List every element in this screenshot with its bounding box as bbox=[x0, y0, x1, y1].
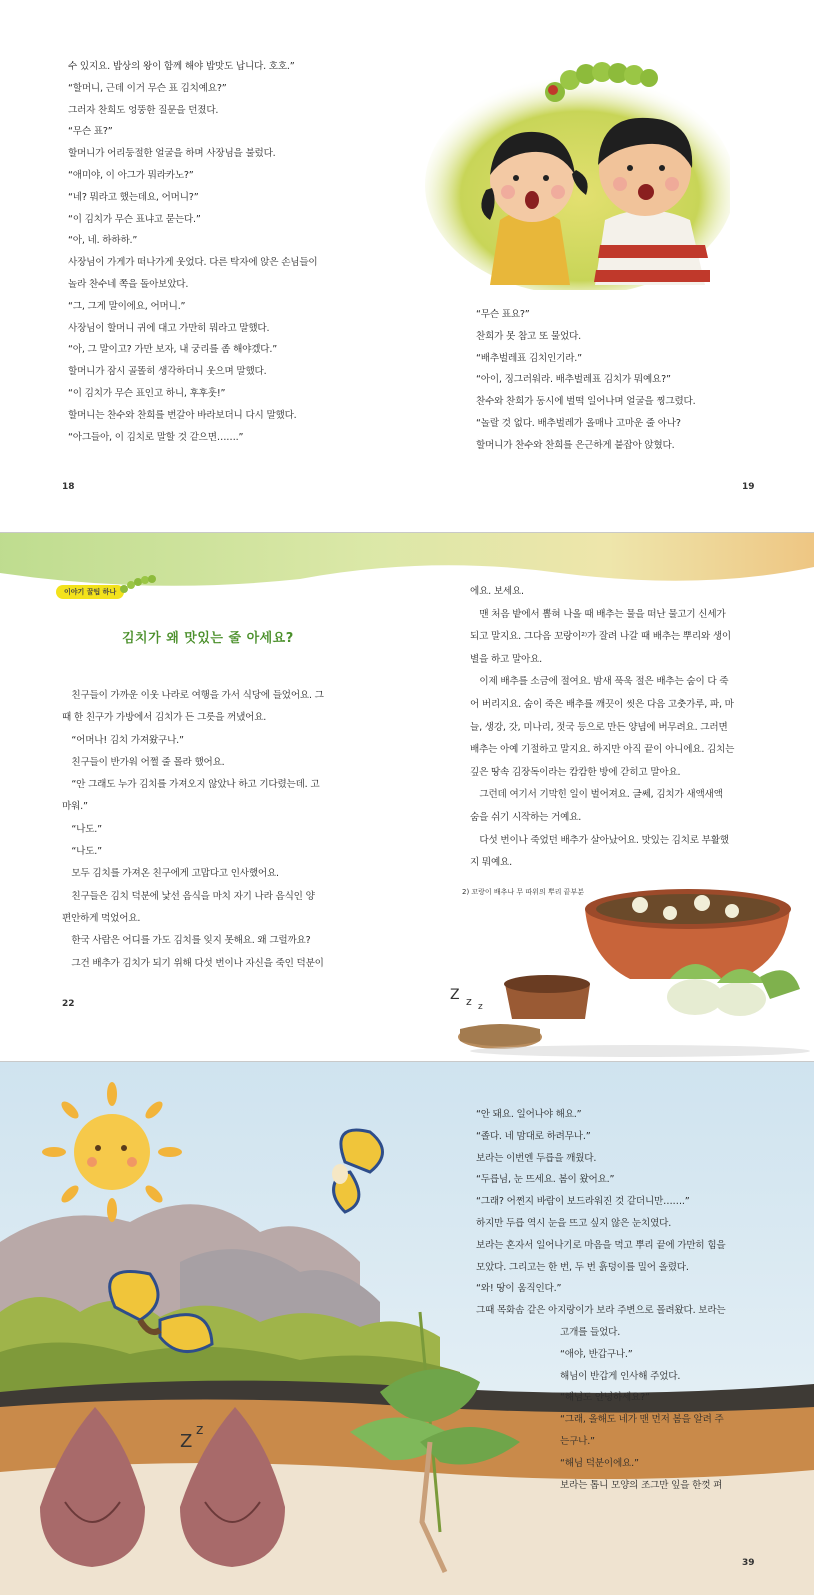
text-line: 어 버리지요. 숨이 죽은 배추를 깨끗이 씻은 다음 고춧가루, 파, 마 bbox=[470, 698, 734, 710]
text-line: 보라는 혼자서 일어나기로 마음을 먹고 뿌리 끝에 가만히 힘을 bbox=[476, 1239, 726, 1251]
text-line: 맨 처음 밭에서 뽑혀 나올 때 배추는 물을 떠난 물고기 신세가 bbox=[470, 608, 726, 620]
sleeping-z-icon: z bbox=[196, 1422, 204, 1438]
text-line: 배추는 아예 기절하고 말지요. 하지만 아직 끝이 아니에요. 김치는 bbox=[470, 744, 735, 756]
text-line: 지 뭐예요. bbox=[470, 857, 512, 869]
text-line: 친구들이 반가워 어쩔 줄 몰라 했어요. bbox=[62, 756, 225, 768]
sleeping-z-icon: Z bbox=[180, 1431, 193, 1452]
text-line: “나도.” bbox=[62, 823, 102, 835]
page-number: 19 bbox=[742, 482, 755, 492]
text-line: 는구나.” bbox=[560, 1435, 595, 1447]
kimchi-bowls-illustration bbox=[440, 879, 810, 1059]
text-line: “그래? 어쩐지 바람이 보드라워진 것 같더니만…….” bbox=[476, 1196, 690, 1208]
text-line: 모두 김치를 가져온 친구에게 고맙다고 인사했어요. bbox=[62, 868, 279, 880]
text-line: 놀라 찬수네 쪽을 돌아보았다. bbox=[68, 278, 189, 290]
text-line: “무슨 표요?” bbox=[476, 309, 530, 320]
text-line: “아, 그 말이고? 가만 보자, 내 궁리를 좀 해야겠다.” bbox=[68, 344, 277, 356]
page-39-indented-text bbox=[560, 1322, 724, 1496]
text-line: “아, 네. 하하하.” bbox=[68, 235, 138, 247]
text-line: 그때 목화솜 같은 아지랑이가 보라 주변으로 몰려왔다. 보라는 bbox=[476, 1305, 726, 1317]
text-line: 할머니가 잠시 골똘히 생각하더니 웃으며 말했다. bbox=[68, 366, 267, 378]
page-number: 18 bbox=[62, 482, 75, 492]
sleeping-z-icon: z bbox=[478, 1002, 483, 1012]
page-18-text bbox=[68, 56, 318, 448]
footnote: 2) 꼬랑이 배추나 무 따위의 뿌리 끝부분 bbox=[462, 888, 584, 896]
text-line: 다섯 번이나 죽었던 배추가 살아났어요. 맛있는 김치로 부활했 bbox=[470, 834, 729, 846]
text-line: 찬수와 찬희가 동시에 벌떡 일어나며 얼굴을 찡그렸다. bbox=[476, 396, 696, 408]
text-line: 할머니가 찬수와 찬희를 은근하게 붙잡아 앉혔다. bbox=[476, 439, 675, 451]
page-19-text bbox=[476, 304, 695, 457]
text-line: 한국 사람은 어디를 가도 김치를 잊지 못해요. 왜 그럴까요? bbox=[62, 935, 311, 947]
text-line: “어머나! 김치 가져왔구나.” bbox=[62, 734, 184, 746]
text-line: 찬희가 못 참고 또 물었다. bbox=[476, 330, 581, 342]
text-line: 해님이 반갑게 인사해 주었다. bbox=[560, 1370, 681, 1382]
text-line: 되고 말지요. 그다음 꼬랑이²⁾가 잘려 나갈 때 배추는 뿌리와 생이 bbox=[470, 631, 731, 643]
text-line: “그래, 올해도 네가 맨 먼저 봄을 알려 주 bbox=[560, 1414, 724, 1426]
text-line: 수 있지요. 밥상의 왕이 함께 해야 밥맛도 납니다. 호호.” bbox=[68, 61, 295, 72]
text-line: “놀랄 것 없다. 배추벌레가 올매나 고마운 줄 아나? bbox=[476, 417, 681, 429]
page-23-text bbox=[470, 581, 734, 875]
page-number: 39 bbox=[742, 1558, 755, 1568]
text-line: “나도.” bbox=[62, 846, 102, 858]
text-line: 깊은 땅속 김장독이라는 캄캄한 방에 갇히고 말아요. bbox=[470, 766, 681, 778]
story-tip-badge: 이야기 꿀팁 하나 bbox=[56, 585, 124, 599]
page-22-text bbox=[62, 685, 324, 975]
text-line: “할머니, 근데 이거 무슨 표 김치예요?” bbox=[68, 82, 227, 94]
text-line: “졸다. 네 맘대로 하려무나.” bbox=[476, 1130, 591, 1142]
children-caterpillar-illustration bbox=[420, 50, 730, 290]
text-line: “무슨 표?” bbox=[68, 126, 113, 138]
text-line: 에요. 보세요. bbox=[470, 586, 524, 597]
text-line: 때 한 친구가 가방에서 김치가 든 그릇을 꺼냈어요. bbox=[62, 712, 267, 724]
book-spread-38-39 bbox=[0, 1062, 814, 1595]
text-line: “이 김치가 무슨 표냐고 묻는다.” bbox=[68, 213, 201, 225]
text-line: “해님 덕분이에요.” bbox=[560, 1457, 639, 1469]
text-line: “네? 뭐라고 했는데요, 어머니?” bbox=[68, 191, 199, 203]
text-line: 친구들은 김치 덕분에 낯선 음식을 마치 자기 나라 음식인 양 bbox=[62, 890, 315, 902]
text-line: 친구들이 가까운 이웃 나라로 여행을 가서 식당에 들었어요. 그 bbox=[62, 690, 324, 701]
sun-icon bbox=[42, 1082, 182, 1222]
text-line: 보라는 톱니 모양의 조그만 잎을 한껏 펴 bbox=[560, 1479, 723, 1491]
text-line: 사장님이 할머니 귀에 대고 가만히 뭐라고 말했다. bbox=[68, 322, 270, 334]
text-line: 고개를 들었다. bbox=[560, 1327, 621, 1338]
text-line: 할머니가 어리둥절한 얼굴을 하며 사장님을 불렀다. bbox=[68, 148, 276, 160]
text-line: 별을 하고 말아요. bbox=[470, 653, 543, 665]
book-spread-22-23 bbox=[0, 533, 814, 1062]
book-spread-18-19 bbox=[0, 0, 814, 533]
text-line: “이 김치가 무슨 표인고 하니, 후후훗!” bbox=[68, 387, 226, 399]
text-line: 숨을 쉬기 시작하는 거예요. bbox=[470, 811, 582, 823]
sleeping-z-icon: Z bbox=[450, 987, 460, 1003]
page-39-text bbox=[476, 1104, 726, 1322]
text-line: 그건 배추가 김치가 되기 위해 다섯 번이나 자신을 죽인 덕분이 bbox=[62, 957, 324, 969]
text-line: 모았다. 그리고는 한 번, 두 번 흙덩이를 밀어 올렸다. bbox=[476, 1261, 689, 1273]
text-line: “해님도 안녕하세요?” bbox=[560, 1392, 650, 1404]
text-line: 그러자 찬희도 엉뚱한 질문을 던졌다. bbox=[68, 104, 219, 116]
text-line: “안 그래도 누가 김치를 가져오지 않았나 하고 기다렸는데. 고 bbox=[62, 779, 320, 791]
text-line: “아그들아, 이 김치로 말할 것 같으면…….” bbox=[68, 431, 244, 443]
text-line: 편안하게 먹었어요. bbox=[62, 912, 141, 924]
text-line: 이제 배추를 소금에 절여요. 밤새 푹욱 절은 배추는 숨이 다 죽 bbox=[470, 676, 729, 688]
text-line: 할머니는 찬수와 찬희를 번갈아 바라보더니 다시 말했다. bbox=[68, 409, 297, 421]
caterpillar-icon bbox=[118, 573, 158, 595]
text-line: 하지만 두릅 역시 눈을 뜨고 싶지 않은 눈치였다. bbox=[476, 1217, 672, 1229]
text-line: 보라는 이번엔 두릅을 깨웠다. bbox=[476, 1152, 597, 1164]
text-line: “아이, 징그러워라. 배추벌레표 김치가 뭐예요?” bbox=[476, 374, 671, 386]
text-line: 늘, 생강, 갓, 미나리, 젓국 등으로 만든 양념에 버무려요. 그러면 bbox=[470, 721, 728, 733]
chapter-title: 김치가 왜 맛있는 줄 아세요? bbox=[122, 631, 294, 646]
text-line: “안 돼요. 일어나야 해요.” bbox=[476, 1109, 582, 1120]
text-line: 마워.” bbox=[62, 801, 88, 813]
text-line: “두릅님, 눈 뜨세요. 봄이 왔어요.” bbox=[476, 1174, 615, 1186]
text-line: “그, 그게 말이에요, 어머니.” bbox=[68, 300, 186, 312]
text-line: 사장님이 가게가 떠나가게 웃었다. 다른 탁자에 앉은 손님들이 bbox=[68, 257, 318, 269]
sleeping-z-icon: z bbox=[466, 995, 472, 1008]
text-line: 그런데 여기서 기막힌 일이 벌어져요. 글쎄, 김치가 새액새액 bbox=[470, 789, 723, 801]
text-line: “애야, 반갑구나.” bbox=[560, 1348, 633, 1360]
text-line: “애미야, 이 아그가 뭐라카노?” bbox=[68, 169, 194, 181]
text-line: “와! 땅이 움직인다.” bbox=[476, 1283, 562, 1295]
page-number: 22 bbox=[62, 999, 75, 1009]
text-line: “배추벌레표 김치인기라.” bbox=[476, 352, 582, 364]
